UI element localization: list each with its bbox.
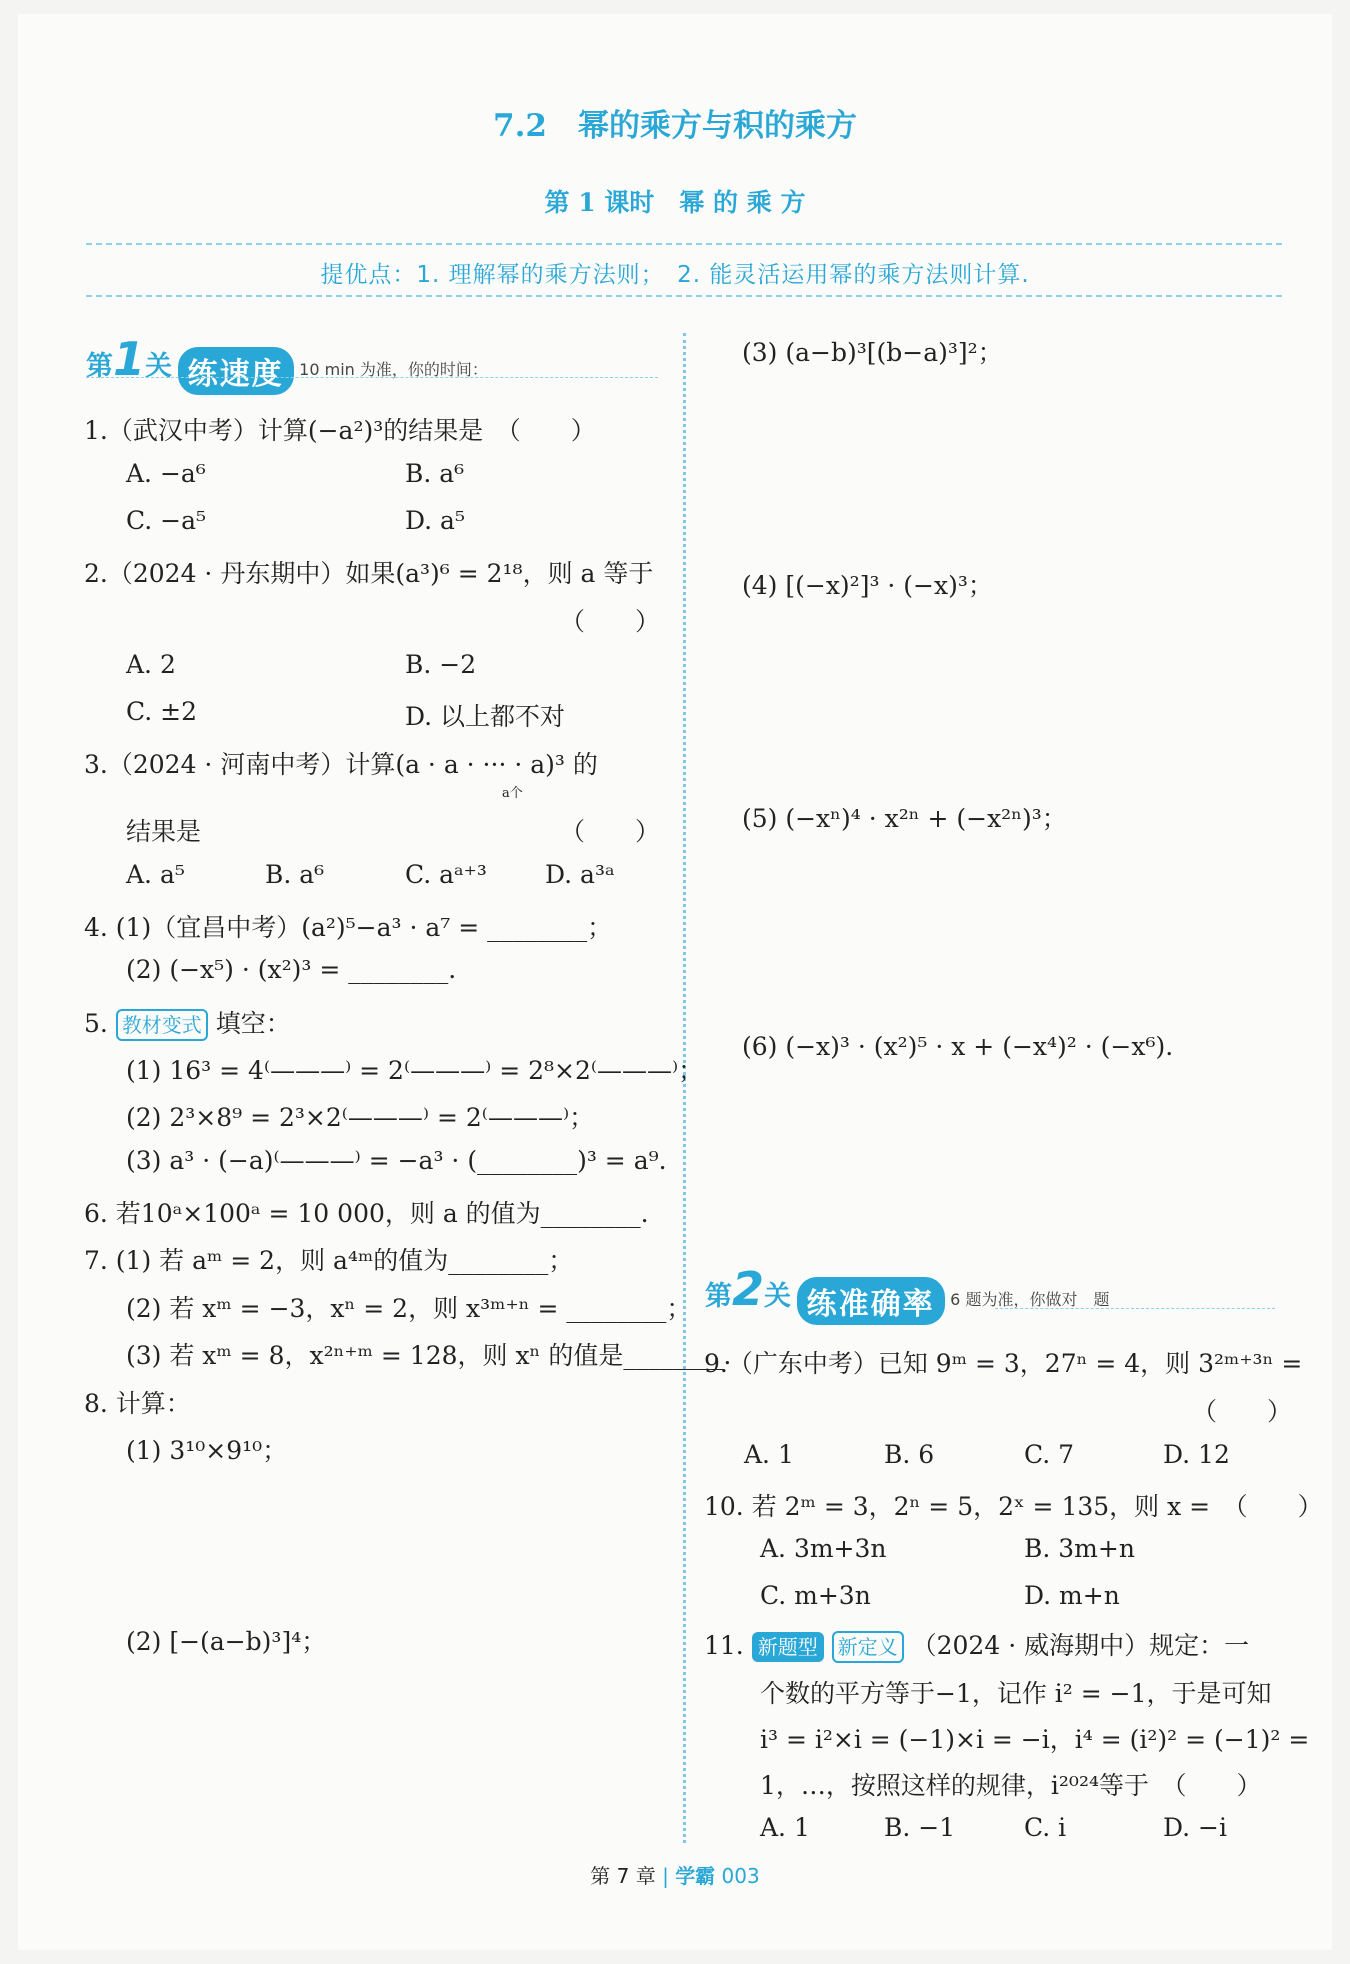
divider-bottom	[86, 295, 1282, 297]
footer-brand: 学霸	[675, 1864, 716, 1888]
q8-part3: (3) (a−b)³[(b−a)³]²；	[742, 338, 1003, 367]
level2-header	[705, 1262, 1109, 1325]
divider-top	[86, 243, 1282, 245]
q9-option-a: A. 1	[744, 1440, 794, 1469]
level2-suffix: 关	[764, 1281, 792, 1312]
q6-stem: 6. 若10ᵃ×100ᵃ = 10 000，则 a 的值为________.	[84, 1199, 649, 1228]
level2-prefix: 第	[705, 1281, 732, 1312]
level1-prefix: 第	[86, 351, 113, 382]
q10-option-a: A. 3m+3n	[760, 1534, 887, 1563]
focus-points: 提优点：1. 理解幂的乘方法则； 2. 能灵活运用幂的乘方法则计算.	[320, 262, 1030, 288]
q11-option-a: A. 1	[760, 1813, 810, 1842]
q7-part3: (3) 若 xᵐ = 8，x²ⁿ⁺ᵐ = 128，则 xⁿ 的值是________.	[126, 1341, 732, 1370]
level1-suffix: 关	[145, 351, 173, 382]
q11-stem-line1: （2024 · 威海期中）规定：一	[911, 1631, 1250, 1660]
q11-stem-line3: i³ = i²×i = (−1)×i = −i，i⁴ = (i²)² = (−1)² =	[760, 1725, 1310, 1754]
page-footer: 第 7 章 | 学霸 003	[590, 1864, 760, 1888]
q7-part2: (2) 若 xᵐ = −3，xⁿ = 2，则 x³ᵐ⁺ⁿ = ________；	[126, 1294, 692, 1323]
q2-option-a: A. 2	[126, 650, 176, 679]
q4-part2: (2) (−x⁵) · (x²)³ = ________.	[126, 955, 457, 984]
q10-stem: 10. 若 2ᵐ = 3，2ⁿ = 5，2ˣ = 135，则 x = （ ）	[704, 1492, 1323, 1521]
q2-option-d: D. 以上都不对	[405, 702, 566, 731]
q5-prompt: 填空：	[215, 1009, 291, 1038]
q11-new-definition-tag: 新定义	[832, 1631, 904, 1663]
q10-option-b: B. 3m+n	[1024, 1534, 1135, 1563]
q3-option-a: A. a⁵	[126, 860, 185, 889]
q3-option-d: D. a³ᵃ	[545, 860, 615, 889]
q8-part5: (5) (−xⁿ)⁴ · x²ⁿ + (−x²ⁿ)³；	[742, 804, 1067, 833]
q3-option-b: B. a⁶	[265, 860, 325, 889]
q8-part4: (4) [(−x)²]³ · (−x)³；	[742, 571, 993, 600]
q3-option-c: C. aᵃ⁺³	[405, 860, 487, 889]
column-separator	[683, 333, 686, 1843]
level1-badge: 练速度	[178, 347, 294, 395]
q5-textbook-variant-tag: 教材变式	[116, 1009, 208, 1041]
q10-option-c: C. m+3n	[760, 1581, 871, 1610]
level1-note: 10 min 为准，你的时间：	[299, 360, 488, 379]
level2-rule	[995, 1308, 1275, 1309]
q11-new-type-tag: 新题型	[752, 1632, 824, 1662]
q1-option-c: C. −a⁵	[126, 506, 207, 535]
q5-number: 5.	[84, 1009, 108, 1038]
q9-answer-paren: （ ）	[1192, 1397, 1293, 1426]
q11-stem-line2: 个数的平方等于−1，记作 i² = −1，于是可知	[760, 1679, 1272, 1708]
q3-stem: 3.（2024 · 河南中考）计算(a · a · ··· · a)³ 的	[84, 750, 598, 779]
q3-underbrace-label: a个	[502, 786, 523, 801]
q1-option-a: A. −a⁶	[126, 459, 206, 488]
q3-stem-continued: 结果是	[126, 817, 202, 846]
q10-option-d: D. m+n	[1024, 1581, 1120, 1610]
section-title: 7.2 幂的乘方与积的乘方	[493, 108, 857, 144]
q11-stem-line4: 1，…，按照这样的规律，i²⁰²⁴等于 （ ）	[760, 1771, 1262, 1800]
q9-option-c: C. 7	[1024, 1440, 1075, 1469]
q11-stem	[704, 1626, 1249, 1663]
level1-header	[86, 332, 488, 395]
q9-option-d: D. 12	[1163, 1440, 1230, 1469]
q5-part2: (2) 2³×8⁹ = 2³×2⁽———⁾ = 2⁽———⁾；	[126, 1103, 595, 1132]
level2-badge: 练准确率	[797, 1277, 945, 1325]
footer-page-number: 003	[721, 1864, 760, 1888]
lesson-title: 第 1 课时 幂 的 乘 方	[544, 188, 806, 217]
q9-stem: 9.（广东中考）已知 9ᵐ = 3，27ⁿ = 4，则 3²ᵐ⁺³ⁿ =	[704, 1349, 1303, 1378]
q8-part2: (2) [−(a−b)³]⁴；	[126, 1627, 327, 1656]
q11-option-b: B. −1	[884, 1813, 956, 1842]
q11-option-d: D. −i	[1163, 1813, 1227, 1842]
q2-answer-paren: （ ）	[560, 607, 661, 636]
q8-stem: 8. 计算：	[84, 1389, 191, 1418]
q5-stem	[84, 1004, 291, 1041]
level1-number: 1	[113, 332, 146, 386]
q3-answer-paren: （ ）	[560, 817, 661, 846]
q1-stem: 1.（武汉中考）计算(−a²)³的结果是 （ ）	[84, 416, 596, 445]
q2-option-c: C. ±2	[126, 697, 197, 726]
level2-number: 2	[732, 1262, 765, 1316]
footer-chapter: 第 7 章	[590, 1864, 656, 1888]
q11-number: 11.	[704, 1631, 744, 1660]
q1-option-d: D. a⁵	[405, 506, 465, 535]
q1-option-b: B. a⁶	[405, 459, 465, 488]
q9-option-b: B. 6	[884, 1440, 935, 1469]
q8-part1: (1) 3¹⁰×9¹⁰；	[126, 1436, 288, 1465]
q8-part6: (6) (−x)³ · (x²)⁵ · x + (−x⁴)² · (−x⁶).	[742, 1032, 1174, 1061]
q7-part1: 7. (1) 若 aᵐ = 2，则 a⁴ᵐ的值为________；	[84, 1246, 574, 1275]
q2-stem: 2.（2024 · 丹东期中）如果(a³)⁶ = 2¹⁸，则 a 等于	[84, 559, 654, 588]
q4-part1: 4. (1)（宜昌中考）(a²)⁵−a³ · a⁷ = ________；	[84, 913, 613, 942]
q5-part1: (1) 16³ = 4⁽———⁾ = 2⁽———⁾ = 2⁸×2⁽———⁾；	[126, 1056, 704, 1085]
level2-note: 6 题为准，你做对 题	[950, 1290, 1110, 1309]
q11-option-c: C. i	[1024, 1813, 1067, 1842]
q2-option-b: B. −2	[405, 650, 477, 679]
q5-part3: (3) a³ · (−a)⁽———⁾ = −a³ · (________)³ = a⁹.	[126, 1146, 667, 1175]
level1-rule	[86, 377, 658, 378]
